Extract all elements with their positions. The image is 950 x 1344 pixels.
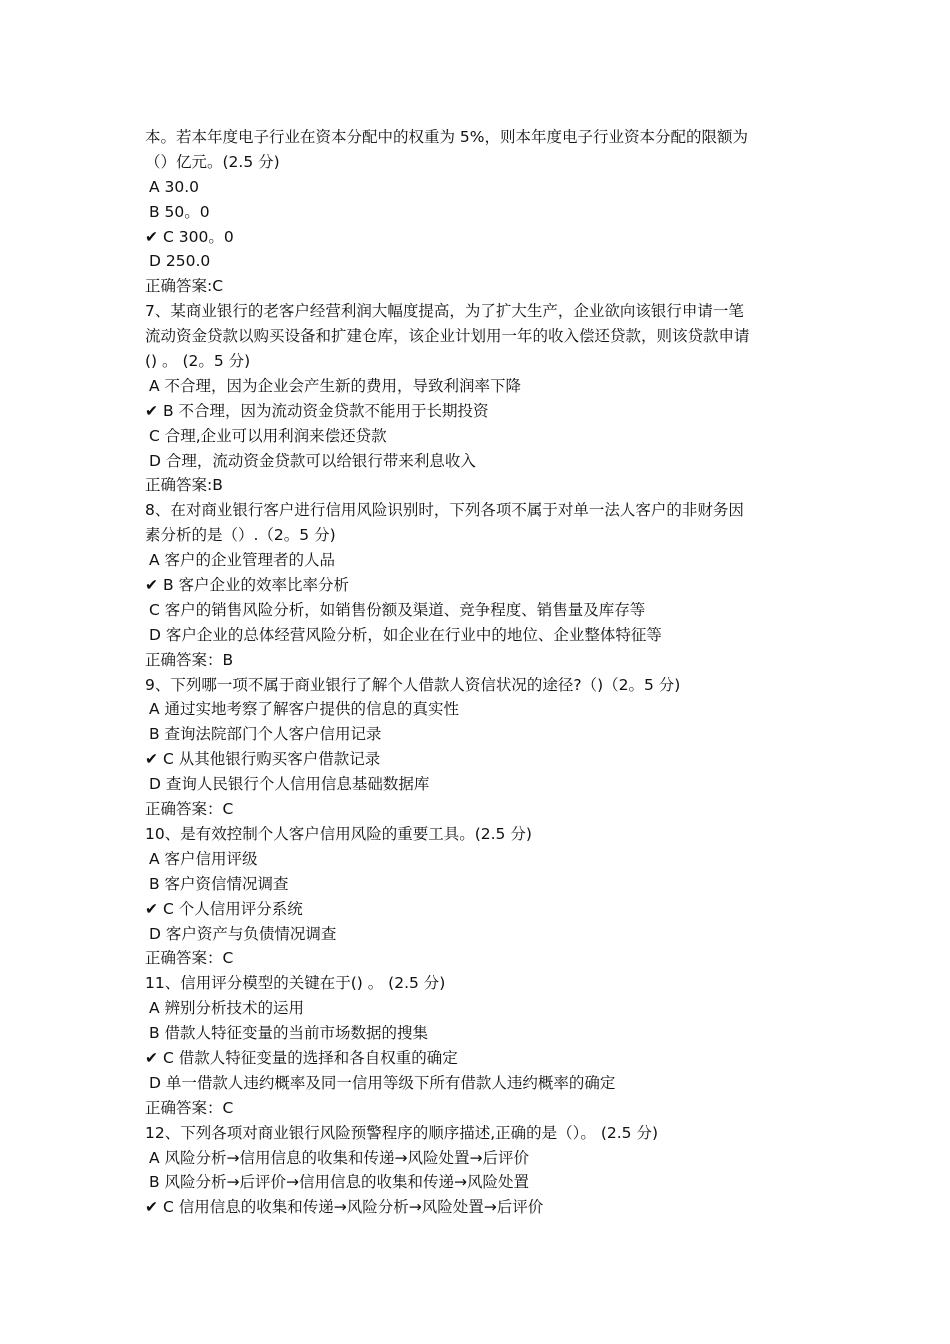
line-text: A 30.0: [149, 177, 200, 196]
option: [145, 548, 815, 573]
checkmark-icon: ✔: [145, 750, 158, 769]
option: [145, 175, 815, 200]
checkmark-icon: ✔: [145, 1198, 158, 1217]
line-text: 正确答案:C: [145, 277, 224, 296]
checkmark-icon: ✔: [145, 401, 158, 420]
option: [145, 872, 815, 897]
line-text: A 客户的企业管理者的人品: [149, 551, 336, 570]
checkmark-icon: ✔: [145, 227, 158, 246]
line-text: 正确答案:B: [145, 476, 223, 495]
option: [145, 200, 815, 225]
correct-answer: [145, 1096, 815, 1121]
question-stem-line: [145, 1121, 815, 1146]
line-text: 正确答案：C: [145, 1098, 234, 1117]
line-text: B 借款人特征变量的当前市场数据的搜集: [149, 1024, 429, 1043]
option: [145, 374, 815, 399]
line-text: 正确答案：C: [145, 800, 234, 819]
line-text: 11、信用评分模型的关键在于() 。 (2.5 分): [145, 974, 446, 993]
line-text: 正确答案：C: [145, 949, 234, 968]
correct-answer: [145, 946, 815, 971]
line-text: 正确答案：B: [145, 650, 234, 669]
line-text: D 客户企业的总体经营风险分析，如企业在行业中的地位、企业整体特征等: [149, 625, 662, 644]
question-stem-line: [145, 299, 815, 324]
line-text: B 50。0: [149, 202, 210, 221]
option: [145, 996, 815, 1021]
selected-option: [145, 573, 815, 598]
line-text: 7、某商业银行的老客户经营利润大幅度提高，为了扩大生产，企业欲向该银行申请一笔: [145, 302, 744, 321]
option: [145, 1170, 815, 1195]
option: [145, 772, 815, 797]
line-text: 8、在对商业银行客户进行信用风险识别时，下列各项不属于对单一法人客户的非财务因: [145, 501, 744, 520]
line-text: 流动资金贷款以购买设备和扩建仓库，该企业计划用一年的收入偿还贷款，则该贷款申请: [145, 327, 750, 346]
selected-option: [145, 897, 815, 922]
line-text: () 。 (2。5 分): [145, 352, 251, 371]
option: [145, 847, 815, 872]
correct-answer: [145, 473, 815, 498]
line-text: C 借款人特征变量的选择和各自权重的确定: [163, 1048, 458, 1067]
line-text: A 辨别分析技术的运用: [149, 999, 305, 1018]
option: [145, 1071, 815, 1096]
checkmark-icon: ✔: [145, 576, 158, 595]
question-stem-line: [145, 673, 815, 698]
question-stem-line: [145, 523, 815, 548]
question-stem-line: [145, 822, 815, 847]
line-text: D 单一借款人违约概率及同一信用等级下所有借款人违约概率的确定: [149, 1073, 616, 1092]
selected-option: [145, 399, 815, 424]
correct-answer: [145, 648, 815, 673]
line-text: C 300。0: [163, 227, 234, 246]
line-text: C 个人信用评分系统: [163, 899, 303, 918]
line-text: B 不合理，因为流动资金贷款不能用于长期投资: [163, 401, 489, 420]
option: [145, 922, 815, 947]
question-stem-line: [145, 324, 815, 349]
line-text: D 客户资产与负债情况调查: [149, 924, 337, 943]
selected-option: [145, 747, 815, 772]
option: [145, 697, 815, 722]
line-text: A 客户信用评级: [149, 849, 258, 868]
option: [145, 623, 815, 648]
selected-option: [145, 1046, 815, 1071]
question-stem-line: [145, 125, 815, 150]
question-stem-line: [145, 150, 815, 175]
line-text: （）亿元。(2.5 分): [145, 152, 280, 171]
line-text: 9、下列哪一项不属于商业银行了解个人借款人资信状况的途径?（)（2。5 分): [145, 675, 681, 694]
line-text: A 通过实地考察了解客户提供的信息的真实性: [149, 700, 460, 719]
line-text: C 合理,企业可以用利润来偿还贷款: [149, 426, 387, 445]
option: [145, 1146, 815, 1171]
line-text: A 不合理，因为企业会产生新的费用，导致利润率下降: [149, 376, 522, 395]
document-page: [145, 125, 815, 1220]
question-stem-line: [145, 498, 815, 523]
line-text: 12、下列各项对商业银行风险预警程序的顺序描述,正确的是（）。 (2.5 分): [145, 1123, 659, 1142]
checkmark-icon: ✔: [145, 1048, 158, 1067]
line-text: D 250.0: [149, 252, 211, 271]
line-text: D 合理，流动资金贷款可以给银行带来利息收入: [149, 451, 476, 470]
line-text: A 风险分析→信用信息的收集和传递→风险处置→后评价: [149, 1148, 529, 1167]
selected-option: [145, 1195, 815, 1220]
question-stem-line: [145, 349, 815, 374]
line-text: D 查询人民银行个人信用信息基础数据库: [149, 775, 430, 794]
line-text: 本。若本年度电子行业在资本分配中的权重为 5%，则本年度电子行业资本分配的限额为: [145, 128, 749, 146]
option: [145, 722, 815, 747]
question-stem-line: [145, 971, 815, 996]
option: [145, 249, 815, 274]
line-text: B 查询法院部门个人客户信用记录: [149, 725, 382, 744]
option: [145, 598, 815, 623]
line-text: B 风险分析→后评价→信用信息的收集和传递→风险处置: [149, 1173, 530, 1192]
correct-answer: [145, 274, 815, 299]
line-text: C 客户的销售风险分析，如销售份额及渠道、竞争程度、销售量及库存等: [149, 600, 646, 619]
line-text: B 客户企业的效率比率分析: [163, 576, 350, 595]
line-text: C 信用信息的收集和传递→风险分析→风险处置→后评价: [163, 1198, 544, 1217]
line-text: 10、是有效控制个人客户信用风险的重要工具。(2.5 分): [145, 824, 532, 843]
checkmark-icon: ✔: [145, 899, 158, 918]
option: [145, 449, 815, 474]
line-text: 素分析的是（）.（2。5 分): [145, 526, 336, 545]
option: [145, 424, 815, 449]
correct-answer: [145, 797, 815, 822]
line-text: B 客户资信情况调查: [149, 874, 289, 893]
selected-option: [145, 225, 815, 250]
option: [145, 1021, 815, 1046]
line-text: C 从其他银行购买客户借款记录: [163, 750, 381, 769]
